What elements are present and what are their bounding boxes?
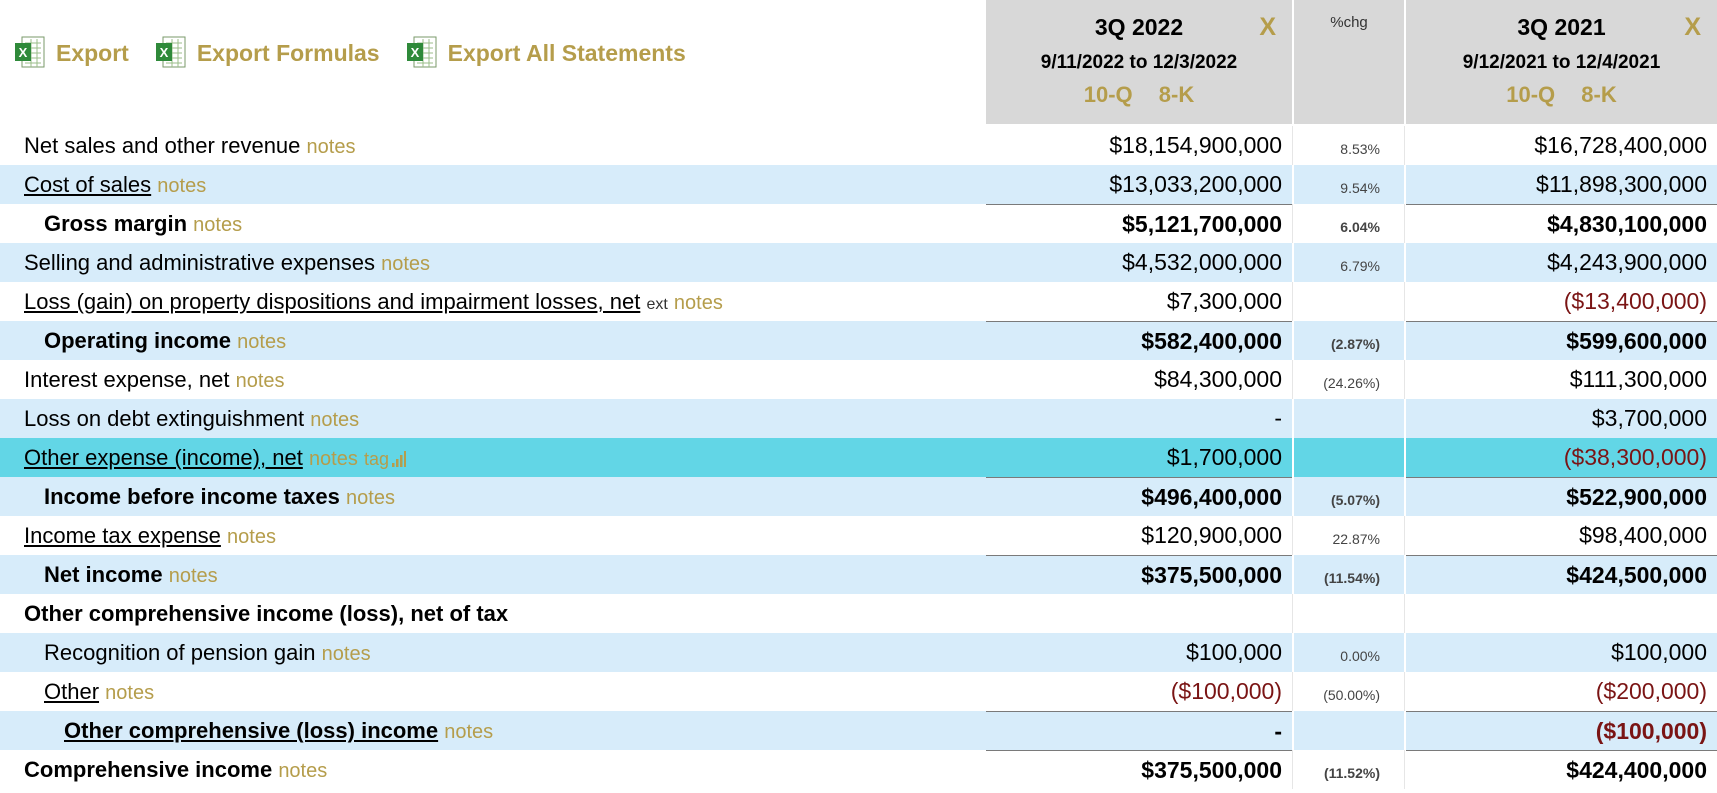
export-toolbar [14, 33, 712, 73]
pct-change: (11.52%) [1323, 765, 1380, 781]
row-label [24, 399, 359, 438]
value-3q-2022: $582,400,000 [1141, 328, 1282, 354]
export-formulas-label: Export Formulas [196, 39, 380, 66]
row-label-text[interactable]: Other [44, 679, 100, 704]
excel-icon [406, 35, 438, 71]
row-label [44, 321, 286, 360]
row-label [24, 282, 723, 321]
value-3q-2021: $98,400,000 [1579, 522, 1707, 548]
filing-8k-link[interactable]: 8-K [1581, 82, 1617, 107]
notes-link[interactable]: notes [235, 370, 285, 392]
close-column-button[interactable]: X [1259, 13, 1276, 41]
row-label [24, 165, 206, 204]
value-3q-2021: $3,700,000 [1591, 405, 1707, 431]
value-3q-2022: $496,400,000 [1141, 484, 1282, 510]
notes-link[interactable]: notes [306, 136, 356, 158]
row-label-text[interactable]: Other expense (income), net [24, 445, 303, 470]
pct-change: (11.54%) [1323, 570, 1380, 586]
pct-change: (2.87%) [1330, 336, 1380, 352]
export-button[interactable] [14, 35, 129, 71]
row-label-text[interactable]: Cost of sales [24, 172, 152, 197]
period-range: 9/11/2022 to 12/3/2022 [1040, 52, 1238, 73]
value-3q-2021: ($13,400,000) [1563, 288, 1707, 314]
value-3q-2021: ($100,000) [1595, 718, 1707, 744]
notes-link[interactable]: notes [673, 292, 723, 314]
table-row [0, 399, 1717, 438]
notes-link[interactable]: notes [227, 526, 276, 548]
value-3q-2022: - [1274, 718, 1282, 744]
table-row [0, 360, 1717, 399]
column-header-pct-change [1294, 0, 1404, 124]
notes-link[interactable]: notes [381, 253, 431, 275]
notes-link[interactable]: notes [321, 643, 371, 665]
filing-links [986, 82, 1292, 108]
pct-change: (5.07%) [1330, 492, 1380, 508]
value-3q-2022: $120,900,000 [1141, 522, 1282, 548]
row-label [24, 438, 406, 477]
notes-link[interactable]: notes [193, 214, 243, 236]
value-3q-2021: ($38,300,000) [1563, 444, 1707, 470]
filing-10q-link[interactable]: 10-Q [1083, 82, 1133, 107]
value-3q-2022: $5,121,700,000 [1122, 211, 1282, 237]
row-label-text: Loss on debt extinguishment [24, 406, 305, 431]
value-3q-2021: $11,898,300,000 [1536, 171, 1707, 197]
table-row [0, 204, 1717, 243]
tag-link[interactable]: tag [364, 449, 390, 469]
row-label [44, 633, 371, 672]
row-label [24, 516, 276, 555]
row-label-text: Operating income [44, 328, 232, 353]
value-3q-2022: - [1274, 405, 1282, 431]
statement-table [0, 126, 1717, 789]
row-label [44, 672, 154, 711]
row-label [24, 126, 355, 165]
notes-link[interactable]: notes [346, 487, 395, 509]
row-label [44, 477, 395, 516]
notes-link[interactable]: notes [310, 409, 360, 431]
notes-link[interactable]: notes [157, 175, 207, 197]
export-formulas-button[interactable] [155, 35, 380, 71]
row-label-text: Comprehensive income [24, 757, 273, 782]
row-label-text[interactable]: Loss (gain) on property dispositions and impairment losses, net [24, 289, 641, 314]
value-3q-2022: $375,500,000 [1141, 562, 1282, 588]
row-label-text[interactable]: Income tax expense [24, 523, 221, 548]
pct-change-title: %chg [1330, 14, 1368, 31]
value-3q-2021: ($200,000) [1595, 678, 1707, 704]
row-label-text: Interest expense, net [24, 367, 230, 392]
table-row-selected[interactable] [0, 438, 1717, 477]
value-3q-2021: $4,830,100,000 [1547, 211, 1707, 237]
notes-link[interactable]: notes [105, 682, 155, 704]
value-3q-2021: $16,728,400,000 [1534, 132, 1707, 158]
pct-change: (50.00%) [1323, 687, 1380, 703]
row-label-text: Gross margin [44, 211, 188, 236]
row-label-text: Net income [44, 562, 163, 587]
value-3q-2021: $599,600,000 [1566, 328, 1707, 354]
value-3q-2021: $424,400,000 [1566, 757, 1707, 783]
row-label [44, 555, 218, 594]
value-3q-2022: $375,500,000 [1141, 757, 1282, 783]
value-3q-2022: $4,532,000,000 [1122, 249, 1282, 275]
pct-change: 8.53% [1340, 141, 1380, 157]
period-title: 3Q 2021 [1517, 14, 1606, 40]
filing-8k-link[interactable]: 8-K [1158, 82, 1195, 107]
section-header-row [0, 594, 1717, 633]
value-3q-2021: $4,243,900,000 [1547, 249, 1707, 275]
value-3q-2022: $13,033,200,000 [1109, 171, 1282, 197]
svg-text:X: X [159, 45, 169, 60]
bar-chart-icon[interactable] [392, 440, 406, 479]
table-row [0, 633, 1717, 672]
value-3q-2022: ($100,000) [1170, 678, 1282, 704]
excel-icon [14, 35, 46, 71]
row-label [64, 711, 493, 750]
period-title: 3Q 2022 [1094, 14, 1184, 40]
filing-10q-link[interactable]: 10-Q [1506, 82, 1556, 107]
table-row [0, 750, 1717, 789]
table-row [0, 282, 1717, 321]
row-label-text: Selling and administrative expenses [24, 250, 375, 275]
ext-tag: ext [646, 296, 668, 313]
export-label: Export [56, 39, 129, 66]
value-3q-2021: $111,300,000 [1569, 366, 1707, 392]
table-row [0, 321, 1717, 360]
pct-change: 9.54% [1340, 180, 1380, 196]
row-label [24, 243, 430, 282]
row-label [44, 204, 242, 243]
value-3q-2021: $100,000 [1611, 639, 1707, 665]
value-3q-2022: $7,300,000 [1166, 288, 1282, 314]
row-label [24, 360, 285, 399]
row-label-text: Income before income taxes [44, 484, 340, 509]
table-row [0, 165, 1717, 204]
excel-icon [155, 35, 187, 71]
notes-link[interactable]: notes [444, 721, 494, 743]
close-column-button[interactable]: X [1684, 13, 1701, 41]
svg-text:X: X [410, 45, 419, 60]
row-label-text[interactable]: Other comprehensive (loss) income [64, 718, 439, 743]
notes-link[interactable]: notes [168, 565, 218, 587]
notes-link[interactable]: notes [308, 448, 358, 470]
row-label [24, 750, 327, 789]
value-3q-2021: $522,900,000 [1566, 484, 1707, 510]
table-row [0, 243, 1717, 282]
notes-link[interactable]: notes [237, 331, 287, 353]
pct-change: 6.79% [1340, 258, 1380, 274]
pct-change: 6.04% [1340, 219, 1380, 235]
table-row [0, 477, 1717, 516]
section-title: Other comprehensive income (loss), net of tax [24, 601, 509, 626]
period-range: 9/12/2021 to 12/4/2021 [1462, 52, 1661, 73]
table-row [0, 126, 1717, 165]
svg-text:X: X [18, 45, 28, 60]
value-3q-2022: $100,000 [1186, 639, 1282, 665]
filing-links [1406, 82, 1717, 108]
pct-change: 0.00% [1340, 648, 1380, 664]
pct-change: (24.26%) [1323, 375, 1380, 391]
column-header-3q-2021 [1406, 0, 1717, 124]
notes-link[interactable]: notes [278, 760, 328, 782]
table-row [0, 555, 1717, 594]
row-label-text: Recognition of pension gain [44, 640, 316, 665]
table-row [0, 672, 1717, 711]
value-3q-2022: $18,154,900,000 [1109, 132, 1282, 158]
table-row [0, 711, 1717, 750]
column-header-3q-2022 [986, 0, 1292, 124]
table-row [0, 516, 1717, 555]
export-all-statements-label: Export All Statements [447, 39, 686, 66]
value-3q-2022: $1,700,000 [1166, 444, 1282, 470]
row-label-text: Net sales and other revenue [24, 133, 301, 158]
pct-change: 22.87% [1332, 531, 1380, 547]
export-all-statements-button[interactable] [406, 35, 686, 71]
value-3q-2021: $424,500,000 [1566, 562, 1707, 588]
value-3q-2022: $84,300,000 [1154, 366, 1282, 392]
